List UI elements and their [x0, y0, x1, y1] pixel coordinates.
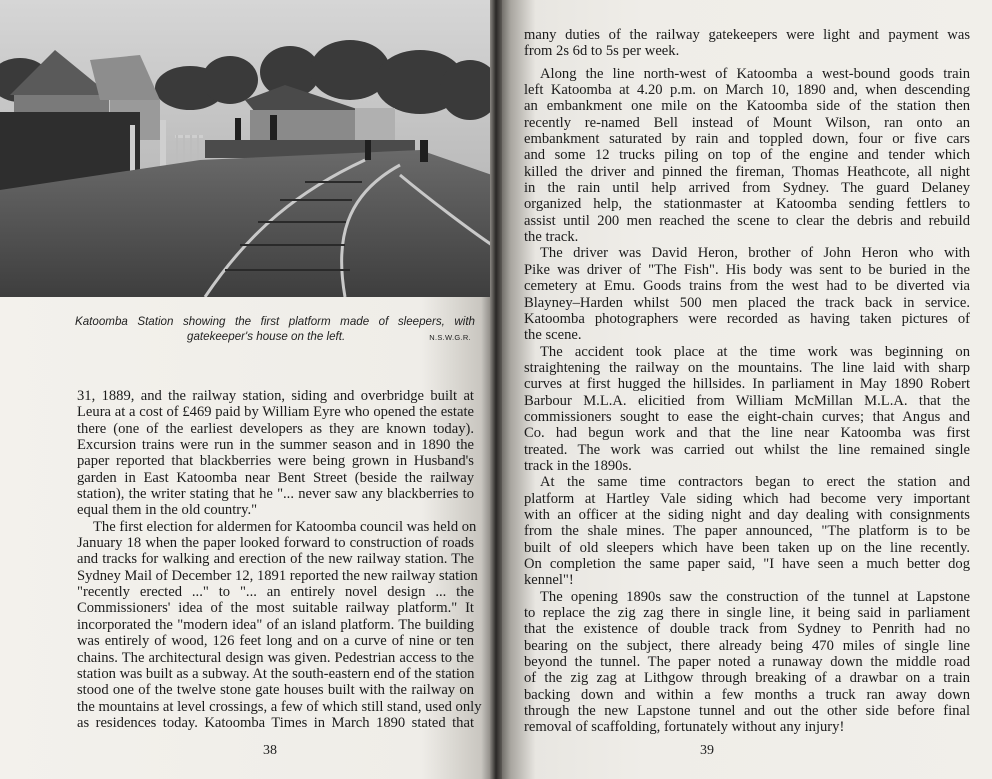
text-line: recently re-named Bell instead of Mount Wilson, ran onto an — [524, 114, 970, 131]
text-line: bearing on the subject, there already being 470 miles of single line — [524, 637, 970, 654]
caption-line-2: gatekeeper's house on the left. — [187, 330, 346, 343]
text-line: backing down and within a few months a truck ran away down — [524, 686, 970, 703]
text-line: in the rain until help arrived from Sydney. The guard Delaney — [524, 180, 970, 197]
text-line: Excursion trains were run in the summer season and in 1890 the — [77, 437, 474, 454]
text-line: Along the line north-west of Katoomba a west-bound goods train — [540, 65, 970, 82]
text-line: the scene. — [524, 327, 582, 344]
text-line: many duties of the railway gatekeepers were light and payment was — [524, 27, 970, 43]
text-line: built of old sleepers which have been taken up on the line recently. — [524, 539, 970, 556]
text-line: Co. had begun work and that the line near Katoomba was first — [524, 425, 970, 442]
page-number: 38 — [263, 743, 277, 758]
text-line: removal of scaffolding, fortunately without any injury! — [524, 719, 845, 736]
text-line: that the existence of double track from Sydney to Penrith had no — [524, 621, 970, 638]
text-line: of the zig zag at Lithgow through breaking of a drawbar on a train — [524, 670, 970, 687]
text-line: an embankment one mile on the Katoomba side of the station then — [524, 98, 970, 115]
text-line: The first election for aldermen for Katoomba council was held on — [93, 518, 477, 535]
text-line: and some 12 trucks piling on top of the engine and tender which — [524, 147, 970, 164]
text-line: Commissioners' idea of the most suitable railway platform." It — [77, 600, 474, 617]
text-line: Blayney–Harden whilst 500 men placed the track back in service. — [524, 294, 970, 311]
left-page-body-text — [77, 388, 482, 731]
text-line: January 18 when the paper looked forward to construction of roads — [77, 535, 474, 552]
text-line: The opening 1890s saw the construction of the tunnel at Lapstone — [540, 588, 970, 605]
station-photograph — [0, 0, 492, 297]
right-page — [496, 0, 992, 779]
text-line: Barbour M.L.A. elicitied from William McMillan M.L.A. that the — [524, 392, 970, 409]
text-line: cemetery at Emu. Goods trains from the west had to be diverted via — [524, 278, 970, 295]
text-line: there (one of the earliest developers as they are known today). — [77, 420, 474, 437]
text-line: equal them in the old country." — [77, 502, 258, 519]
text-line: track in the 1890s. — [524, 457, 632, 474]
text-line: station was built as a subway. At the south-eastern end of the station — [77, 665, 475, 682]
text-line: assist until 200 men reached the scene to clear the debris and rebuild — [524, 212, 970, 229]
text-line: Pike was driver of "The Fish". His body was sent to be buried in the — [524, 261, 970, 278]
text-line: and tracks for walking and erection of the new railway station. The — [77, 551, 474, 568]
photo-credit: N.S.W.G.R. — [429, 333, 471, 342]
text-line: garden in East Katoomba near Bent Street (beside the railway — [77, 469, 474, 486]
text-line: station), the writer stating that he "... never saw any blackberries to — [77, 486, 474, 503]
text-line: with an officer at the siding night and day dealing with consignments — [524, 506, 970, 523]
text-line: left Katoomba at 4.20 p.m. on March 10, 1890 and, when descending — [524, 82, 970, 99]
photo-caption — [75, 314, 475, 345]
text-line: Sydney Mail of December 12, 1891 reported the new railway station — [77, 567, 478, 584]
photo-illustration — [0, 0, 492, 297]
text-line: to replace the zig zag there in single line, it being said in parliament — [524, 605, 970, 622]
text-line: organized help, the stationmaster at Katoomba sending fettlers to — [524, 196, 970, 213]
book-spine — [490, 0, 502, 779]
text-line: Leura at a cost of £469 paid by William Eyre who opened the estate — [77, 404, 474, 421]
text-line: from the shale mines. The paper announced, "The platform is to be — [524, 523, 970, 540]
text-line: On completion the same paper said, "I have seen a much better dog — [524, 556, 970, 572]
text-line: 31, 1889, and the railway station, siding and overbridge built at — [77, 388, 474, 404]
text-line: as residences today. Katoomba Times in March 1890 stated that — [77, 714, 474, 731]
page-number: 39 — [700, 743, 714, 758]
caption-line-1: Katoomba Station showing the first platform made of sleepers, with — [75, 315, 475, 328]
text-line: from 2s 6d to 5s per week. — [524, 43, 680, 60]
text-line: At the same time contractors began to erect the station and — [540, 474, 970, 491]
text-line: "recently erected ..." to "... an entirely novel design ... the — [77, 584, 474, 601]
text-line: curves at first hugged the hillsides. In parliament in May 1890 Robert — [524, 376, 970, 393]
text-line: chains. The architectural design was given. Pedestrian access to the — [77, 649, 474, 666]
text-line: platform at Hartley Vale siding which had become very important — [524, 490, 970, 507]
text-line: was entirely of wood, 126 feet long and on a curve of nine or ten — [77, 633, 474, 650]
text-line: The accident took place at the time work was beginning on — [540, 343, 970, 360]
text-line: stood one of the twelve stone gate houses built with the railway on — [77, 682, 474, 699]
text-line: commissioners sought to ease the eight-chain curves; that Angus and — [524, 408, 970, 425]
text-line: embankment saturated by rain and toppled down, four or five cars — [524, 131, 970, 148]
text-line: Katoomba photographers were recorded as having taken pictures of — [524, 310, 970, 327]
text-line: kennel"! — [524, 572, 574, 589]
text-line: beyond the tunnel. The paper noted a runaway down the middle road — [524, 654, 970, 671]
text-line: killed the driver and pinned the fireman, Thomas Heathcote, all night — [524, 163, 970, 180]
text-line: incorporated the "modern idea" of an island platform. The building — [77, 616, 474, 633]
right-page-body-text — [524, 27, 970, 736]
text-line: The driver was David Heron, brother of John Heron who with — [540, 245, 970, 262]
text-line: straightening the railway on the mountains. The line laid with sharp — [524, 359, 970, 376]
text-line: paper reported that blackberries were being grown in Husband's — [77, 453, 474, 470]
text-line: the track. — [524, 229, 579, 246]
text-line: the mountains at level crossings, a few of which still stand, used only — [77, 698, 482, 715]
text-line: treated. The work was carried out whilst the line remained single — [524, 441, 970, 458]
text-line: through the new Lapstone tunnel and out the other side before final — [524, 703, 970, 720]
